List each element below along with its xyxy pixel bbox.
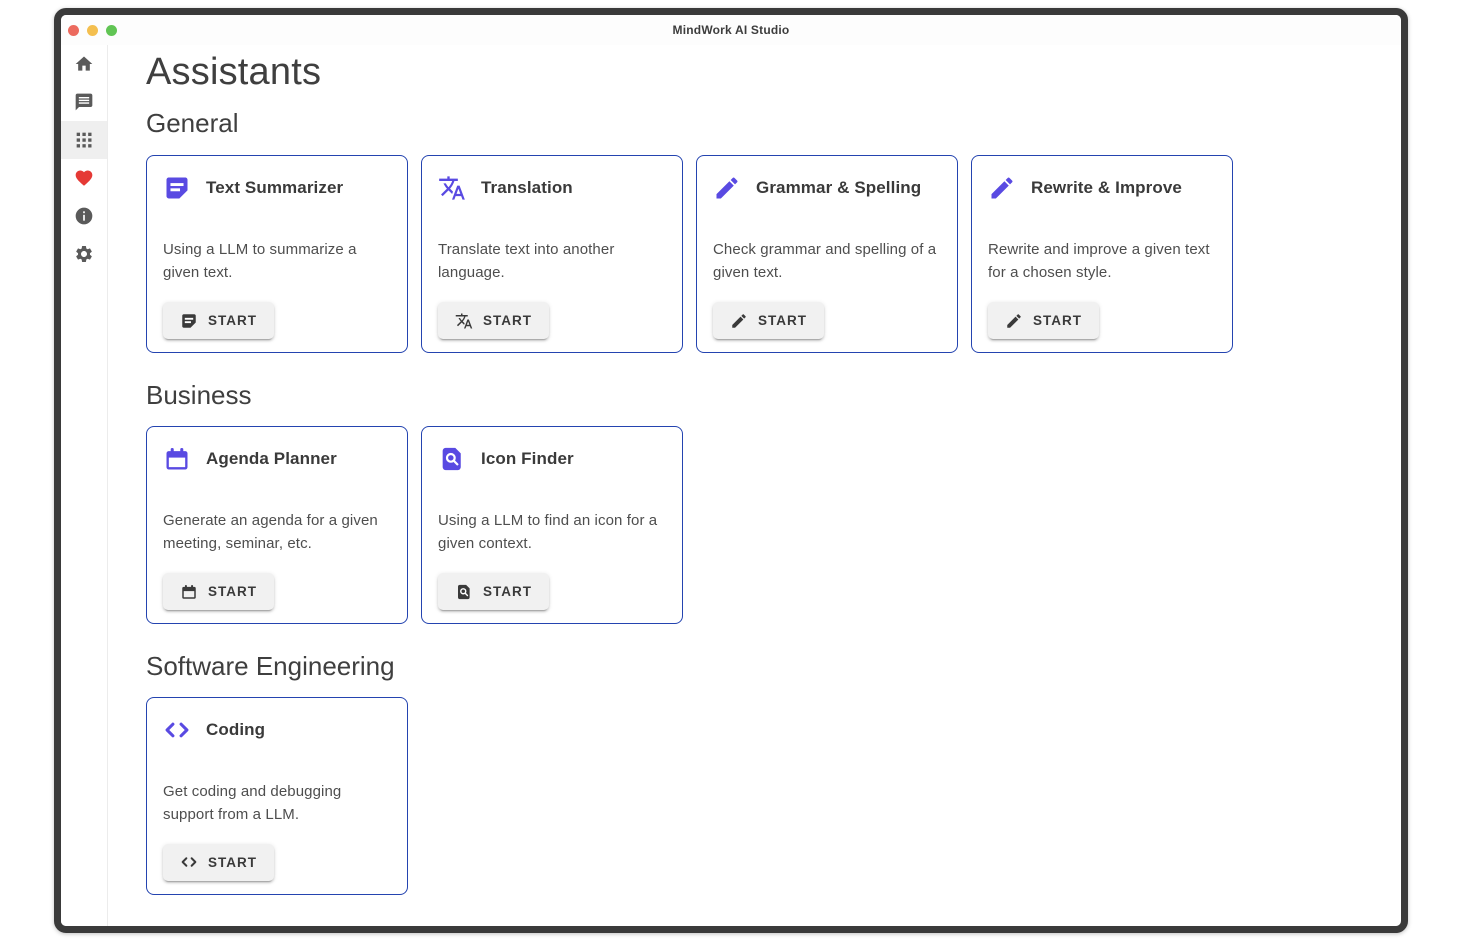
card-description: Get coding and debugging support from a LLM. [163, 782, 342, 823]
sidebar-item-chat[interactable] [61, 83, 107, 121]
start-button-label: START [208, 584, 257, 600]
pencil-icon [730, 312, 748, 330]
start-button-label: START [758, 313, 807, 329]
card-title: Icon Finder [481, 449, 574, 469]
start-button-label: START [208, 854, 257, 870]
apps-grid-icon [74, 130, 94, 150]
start-button-label: START [483, 313, 532, 329]
card-description: Using a LLM to summarize a given text. [163, 241, 357, 282]
home-icon [74, 54, 94, 74]
card-description: Check grammar and spelling of a given text. [713, 241, 937, 282]
sidebar-item-home[interactable] [61, 45, 107, 83]
assistant-card-translation[interactable] [421, 155, 683, 353]
start-button-text-summarizer[interactable] [163, 302, 274, 339]
assistant-card-coding[interactable] [146, 697, 408, 895]
card-header [988, 174, 1216, 202]
sidebar [61, 45, 108, 926]
start-button-icon-finder[interactable] [438, 573, 549, 610]
sidebar-item-favorites[interactable] [61, 159, 107, 197]
heart-icon [74, 168, 94, 188]
pencil-icon [1005, 312, 1023, 330]
start-button-coding[interactable] [163, 844, 274, 881]
card-header [438, 445, 666, 473]
card-title: Rewrite & Improve [1031, 178, 1182, 198]
sidebar-item-about[interactable] [61, 197, 107, 235]
card-row-business [146, 426, 1381, 624]
card-description: Rewrite and improve a given text for a chosen style. [988, 241, 1210, 282]
card-header [438, 174, 666, 202]
start-button-grammar-spelling[interactable] [713, 302, 824, 339]
assistant-card-agenda-planner[interactable] [146, 426, 408, 624]
section-heading-general: General [146, 107, 239, 138]
icon-search-icon [455, 583, 473, 601]
card-title: Text Summarizer [206, 178, 344, 198]
card-title: Grammar & Spelling [756, 178, 922, 198]
assistant-card-grammar-spelling[interactable] [696, 155, 958, 353]
assistant-card-text-summarizer[interactable] [146, 155, 408, 353]
pencil-icon [713, 174, 741, 202]
close-window-button[interactable] [68, 25, 79, 36]
section-heading-business: Business [146, 380, 252, 411]
section-heading-software-engineering: Software Engineering [146, 651, 395, 682]
start-button-translation[interactable] [438, 302, 549, 339]
minimize-window-button[interactable] [87, 25, 98, 36]
icon-search-icon [438, 445, 466, 473]
translate-icon [455, 312, 473, 330]
title-bar [61, 15, 1401, 45]
card-header [163, 445, 391, 473]
sidebar-item-settings[interactable] [61, 235, 107, 273]
card-description: Generate an agenda for a given meeting, seminar, etc. [163, 512, 378, 553]
code-icon [163, 716, 191, 744]
card-title: Agenda Planner [206, 449, 337, 469]
card-title: Translation [481, 178, 573, 198]
card-description: Translate text into another language. [438, 241, 615, 282]
window-title: MindWork AI Studio [672, 23, 790, 37]
gear-icon [74, 244, 94, 264]
start-button-agenda-planner[interactable] [163, 573, 274, 610]
sidebar-item-assistants[interactable] [61, 121, 107, 159]
assistant-card-icon-finder[interactable] [421, 426, 683, 624]
calendar-icon [180, 583, 198, 601]
note-icon [163, 174, 191, 202]
chat-icon [74, 92, 94, 112]
page-title: Assistants [146, 51, 322, 93]
pencil-icon [988, 174, 1016, 202]
card-title: Coding [206, 719, 266, 739]
traffic-lights [68, 15, 117, 45]
card-row-general [146, 155, 1381, 353]
app-window [54, 8, 1408, 933]
start-button-label: START [1033, 313, 1082, 329]
assistant-card-rewrite-improve[interactable] [971, 155, 1233, 353]
calendar-icon [163, 445, 191, 473]
start-button-label: START [208, 313, 257, 329]
info-icon [74, 206, 94, 226]
note-icon [180, 312, 198, 330]
card-description: Using a LLM to find an icon for a given context. [438, 512, 658, 553]
translate-icon [438, 174, 466, 202]
card-header [163, 174, 391, 202]
card-header [713, 174, 941, 202]
main-content [108, 45, 1401, 926]
card-header [163, 716, 391, 744]
card-row-software-engineering [146, 697, 1381, 895]
start-button-rewrite-improve[interactable] [988, 302, 1099, 339]
start-button-label: START [483, 584, 532, 600]
code-icon [180, 853, 198, 871]
zoom-window-button[interactable] [106, 25, 117, 36]
